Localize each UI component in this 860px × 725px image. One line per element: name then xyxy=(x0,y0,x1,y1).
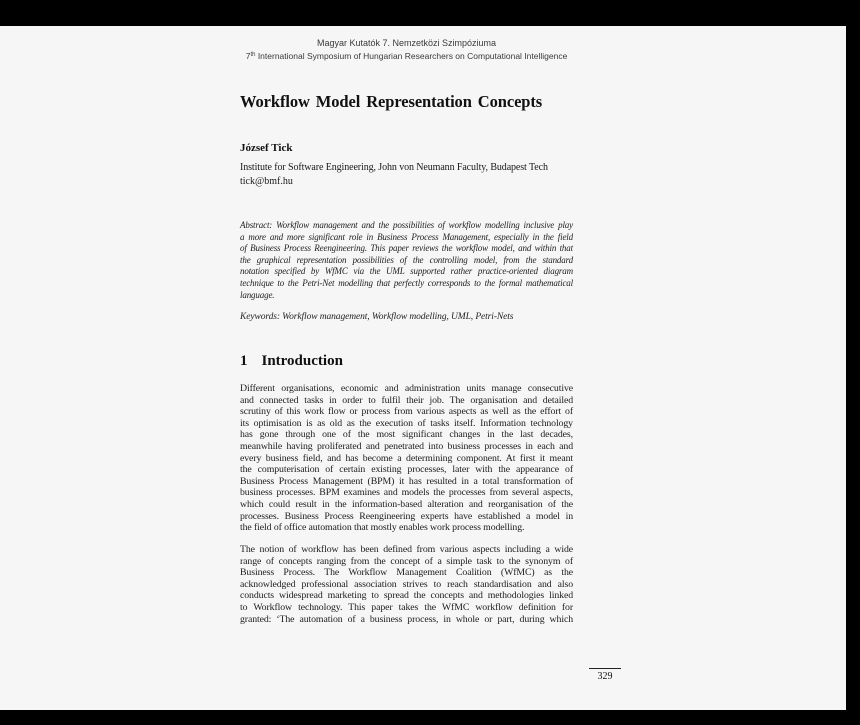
symposium-number: 7 xyxy=(245,51,251,61)
page-number: 329 xyxy=(597,671,613,682)
scan-border-bottom xyxy=(0,710,860,725)
abstract-text: Abstract: Workflow management and the possibilities of workflow modelling inclusive play a more and more significant role in Business Process Management, especially in the field of Business Process Reengineering. This paper reviews the workflow model, and within that the graphical representation possibilities of the controlling model, from the standard notation specified by WfMC via the UML supported rather practice-oriented diagram technique to the Petri-Net modelling that perfectly corresponds to the formal mathematical language. xyxy=(240,220,573,300)
section-number: 1 xyxy=(240,353,248,369)
intro-paragraph-2: The notion of workflow has been defined from various aspects including a wide range of concepts ranging from the concept of a simple task to the synonym of Business Process. The Workflow Management Coalition (WfMC) as the acknowledged professional association strives to reach standardisation and also conducts widespread marketing to spread the concepts and methodologies linked to Workflow technology. This paper takes the WfMC workflow definition for granted: ‘The automation of a business process, in whole or part, during which xyxy=(240,544,573,625)
author-name: József Tick xyxy=(240,142,293,154)
ordinal-suffix: th xyxy=(250,52,256,58)
author-affiliation: Institute for Software Engineering, John von Neumann Faculty, Budapest Tech xyxy=(240,162,548,173)
paper-title: Workflow Model Representation Concepts xyxy=(240,92,543,111)
intro-paragraph-1: Different organisations, economic and administration units manage consecutive and connected tasks in order to fulfil their job. The organisation and detailed scrutiny of this work flow or process from various aspects as well as the effort of its optimisation is as old as the execution of tasks itself. Information technology has gone through one of the most significant changes in the last decades, meanwhile having proliferated and penetrated into business processes in each and every business field, and has become a determining component. At first it meant the computerisation of certain existing processes, later with the appearance of Business Process Management (BPM) it has resulted in a total transformation of business processes. BPM examines and models the processes from several aspects, which could result in the information-based alteration and reorganisation of the processes. Business Process Reengineering experts have established a model in the field of office automation that mostly enables work process modelling. xyxy=(240,383,573,534)
section-title-text: Introduction xyxy=(261,353,343,369)
keywords-line: Keywords: Workflow management, Workflow modelling, UML, Petri-Nets xyxy=(240,312,514,322)
running-head-line1: Magyar Kutatók 7. Nemzetközi Szimpóziuma xyxy=(316,38,497,48)
running-head-line2 xyxy=(240,51,573,61)
symposium-name: International Symposium of Hungarian Researchers on Computational Intelligence xyxy=(255,51,568,61)
section-heading xyxy=(240,353,343,370)
scan-border-top xyxy=(0,0,860,26)
page-number-rule xyxy=(589,668,621,669)
scan-border-right xyxy=(846,0,860,725)
author-email: tick@bmf.hu xyxy=(240,176,293,187)
